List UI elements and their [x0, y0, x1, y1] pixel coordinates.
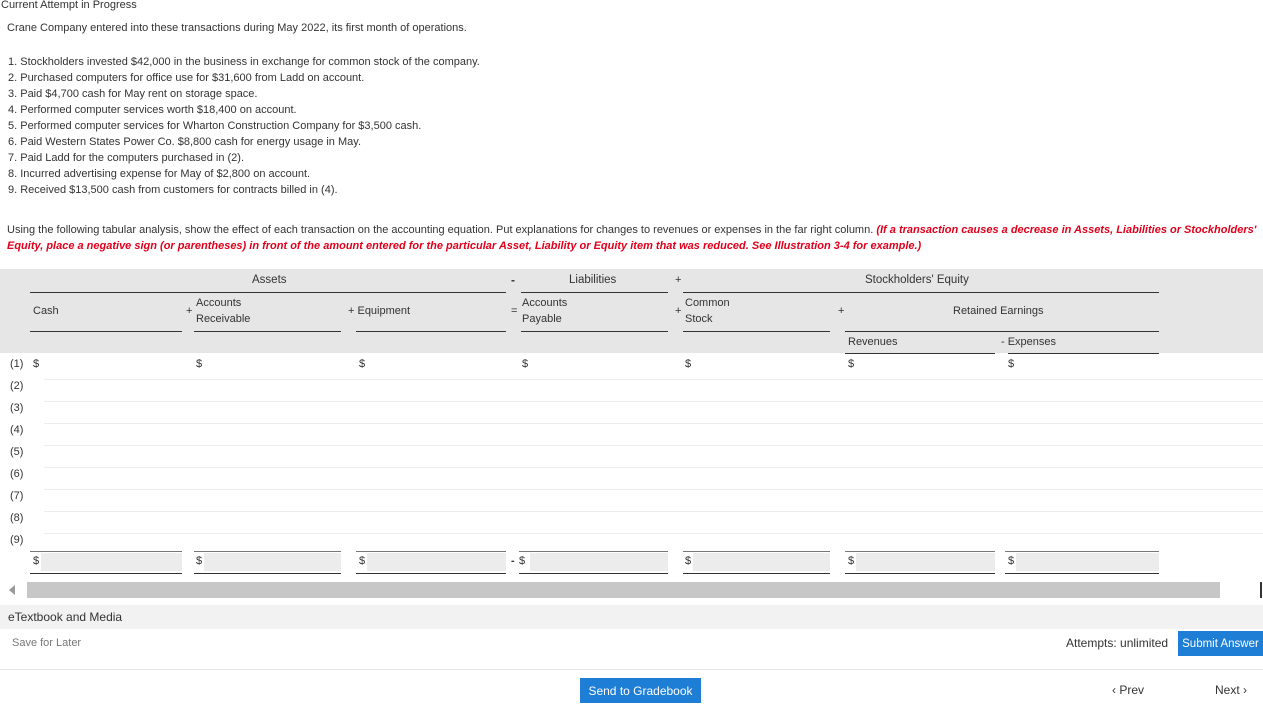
equipment-input-row-5[interactable]: [370, 448, 504, 466]
common-stock-total-input[interactable]: [693, 553, 830, 571]
column-rule: [845, 353, 995, 354]
revenues-input-row-3[interactable]: [858, 404, 994, 422]
row-label: (1): [10, 358, 24, 370]
attempts-label: Attempts: unlimited: [1066, 636, 1169, 650]
liabilities-rule: [521, 292, 668, 293]
instructions: [7, 222, 1263, 254]
explanation-input-row-7[interactable]: [1168, 492, 1263, 510]
currency-symbol: $: [1008, 555, 1015, 567]
column-rule: [1008, 353, 1159, 354]
accounts-receivable-header-2: Receivable: [196, 313, 251, 325]
currency-symbol: $: [359, 358, 366, 370]
cash-input-row-1[interactable]: [44, 360, 180, 378]
expenses-input-row-4[interactable]: [1019, 426, 1159, 444]
accounts-payable-input-row-7[interactable]: [533, 492, 667, 510]
common-stock-input-row-4[interactable]: [696, 426, 830, 444]
save-for-later-link[interactable]: Save for Later: [12, 637, 82, 649]
accounts-payable-input-row-3[interactable]: [533, 404, 667, 422]
accounts-payable-header-1: Accounts: [522, 297, 568, 309]
row-label: (7): [10, 490, 24, 502]
common-stock-input-row-1[interactable]: [696, 360, 830, 378]
revenues-input-row-5[interactable]: [858, 448, 994, 466]
expenses-input-row-8[interactable]: [1019, 514, 1159, 532]
explanation-input-row-2[interactable]: [1168, 382, 1263, 400]
accounts-receivable-input-row-6[interactable]: [207, 470, 341, 488]
expenses-input-row-7[interactable]: [1019, 492, 1159, 510]
horizontal-scrollbar[interactable]: [27, 582, 1220, 598]
common-stock-input-row-5[interactable]: [696, 448, 830, 466]
instructions-note: (If a transaction causes a decrease in Assets, Liabilities or Stockholders' Equity, place a negative sign (or parentheses) in front of the amount entered for the particular Asset, Liability or Equity item that was reduced. See Illustration 3-4 for example.): [7, 224, 1257, 252]
common-stock-input-row-6[interactable]: [696, 470, 830, 488]
accounts-payable-input-row-1[interactable]: [533, 360, 667, 378]
minus-operator: -: [511, 273, 515, 287]
equipment-input-row-7[interactable]: [370, 492, 504, 510]
expenses-input-row-5[interactable]: [1019, 448, 1159, 466]
explanation-input-row-4[interactable]: [1168, 426, 1263, 444]
currency-symbol: $: [848, 555, 855, 567]
currency-symbol: $: [522, 358, 529, 370]
transaction-5: 5. Performed computer services for Wharton Construction Company for $3,500 cash.: [8, 120, 422, 132]
plus-operator: +: [838, 305, 845, 317]
column-rule: [845, 331, 1159, 332]
row-line: [44, 379, 1263, 380]
total-rule: [845, 551, 995, 552]
plus-operator: +: [675, 305, 682, 317]
accounts-payable-input-row-4[interactable]: [533, 426, 667, 444]
expenses-header: - Expenses: [1001, 336, 1057, 348]
common-stock-header-1: Common: [685, 297, 730, 309]
column-rule: [521, 331, 668, 332]
total-rule: [30, 551, 182, 552]
row-line: [44, 489, 1263, 490]
currency-symbol: $: [685, 358, 692, 370]
explanation-input-row-3[interactable]: [1168, 404, 1263, 422]
explanation-input-row-8[interactable]: [1168, 514, 1263, 532]
equipment-input-row-3[interactable]: [370, 404, 504, 422]
currency-symbol: $: [196, 358, 203, 370]
equipment-input-row-4[interactable]: [370, 426, 504, 444]
row-line: [44, 467, 1263, 468]
explanation-input-row-1[interactable]: [1168, 360, 1263, 378]
accounts-receivable-total-input[interactable]: [204, 553, 341, 571]
common-stock-input-row-2[interactable]: [696, 382, 830, 400]
transaction-6: 6. Paid Western States Power Co. $8,800 cash for energy usage in May.: [8, 136, 362, 148]
row-line: [44, 533, 1263, 534]
equipment-input-row-1[interactable]: [370, 360, 504, 378]
revenues-input-row-7[interactable]: [858, 492, 994, 510]
currency-symbol: $: [359, 555, 366, 567]
row-line: [44, 423, 1263, 424]
row-line: [44, 445, 1263, 446]
accounts-receivable-header-1: Accounts: [196, 297, 242, 309]
liabilities-group-label: Liabilities: [569, 274, 617, 286]
column-rule: [194, 331, 341, 332]
submit-answer-button[interactable]: Submit Answer: [1178, 631, 1263, 656]
expenses-input-row-3[interactable]: [1019, 404, 1159, 422]
equipment-input-row-2[interactable]: [370, 382, 504, 400]
equity-rule: [683, 292, 1159, 293]
revenues-total-input[interactable]: [856, 553, 995, 571]
row-label: (4): [10, 424, 24, 436]
row-label: (8): [10, 512, 24, 524]
row-label: (3): [10, 402, 24, 414]
explanation-input-row-5[interactable]: [1168, 448, 1263, 466]
row-line: [44, 511, 1263, 512]
total-rule: [683, 573, 830, 574]
accounts-payable-input-row-8[interactable]: [533, 514, 667, 532]
plus-operator: +: [675, 274, 682, 286]
cash-total-input[interactable]: [41, 553, 182, 571]
cash-input-row-6[interactable]: [44, 470, 180, 488]
cash-input-row-3[interactable]: [44, 404, 180, 422]
row-label: (9): [10, 534, 24, 546]
cash-input-row-2[interactable]: [44, 382, 180, 400]
currency-symbol: $: [848, 358, 855, 370]
total-rule: [30, 573, 182, 574]
instructions-text: Using the following tabular analysis, show the effect of each transaction on the accounting equation. Put explanations for changes to revenues or expenses in the far right column.: [7, 224, 877, 236]
equipment-input-row-8[interactable]: [370, 514, 504, 532]
attempt-status: Current Attempt in Progress: [1, 0, 137, 11]
column-rule: [30, 331, 182, 332]
transaction-9: 9. Received $13,500 cash from customers for contracts billed in (4).: [8, 184, 338, 196]
common-stock-header-2: Stock: [685, 313, 713, 325]
next-link[interactable]: Next ›: [1215, 683, 1248, 697]
total-rule: [519, 573, 668, 574]
expenses-input-row-1[interactable]: [1019, 360, 1159, 378]
common-stock-input-row-8[interactable]: [696, 514, 830, 532]
send-to-gradebook-button[interactable]: Send to Gradebook: [580, 678, 701, 703]
currency-symbol: $: [33, 358, 40, 370]
currency-symbol: $: [1008, 358, 1015, 370]
expenses-input-row-6[interactable]: [1019, 470, 1159, 488]
accounts-receivable-input-row-4[interactable]: [207, 426, 341, 444]
currency-symbol: $: [685, 555, 692, 567]
cash-input-row-8[interactable]: [44, 514, 180, 532]
accounts-receivable-input-row-7[interactable]: [207, 492, 341, 510]
revenues-input-row-8[interactable]: [858, 514, 994, 532]
footer-divider: [0, 669, 1263, 670]
accounts-receivable-input-row-2[interactable]: [207, 382, 341, 400]
accounts-payable-input-row-6[interactable]: [533, 470, 667, 488]
total-rule: [519, 551, 668, 552]
prev-link[interactable]: ‹ Prev: [1112, 683, 1145, 697]
equipment-total-input[interactable]: [367, 553, 506, 571]
etextbook-link[interactable]: eTextbook and Media: [8, 610, 123, 624]
assets-group-label: Assets: [252, 274, 287, 286]
total-rule: [1005, 573, 1159, 574]
total-rule: [194, 573, 341, 574]
revenues-input-row-6[interactable]: [858, 470, 994, 488]
etextbook-bar[interactable]: [0, 605, 1263, 629]
total-rule: [356, 573, 506, 574]
row-label: (6): [10, 468, 24, 480]
common-stock-input-row-3[interactable]: [696, 404, 830, 422]
assets-rule: [30, 292, 506, 293]
accounts-receivable-input-row-5[interactable]: [207, 448, 341, 466]
accounts-payable-input-row-2[interactable]: [533, 382, 667, 400]
scrollbar-end: [1260, 582, 1262, 598]
transaction-8: 8. Incurred advertising expense for May of $2,800 on account.: [8, 168, 311, 180]
accounts-receivable-input-row-3[interactable]: [207, 404, 341, 422]
transaction-3: 3. Paid $4,700 cash for May rent on storage space.: [8, 88, 258, 100]
transaction-1: 1. Stockholders invested $42,000 in the business in exchange for common stock of the company.: [8, 56, 480, 68]
revenues-input-row-1[interactable]: [858, 360, 994, 378]
equipment-input-row-6[interactable]: [370, 470, 504, 488]
equity-group-label: Stockholders' Equity: [865, 274, 969, 286]
cash-input-row-7[interactable]: [44, 492, 180, 510]
transaction-4: 4. Performed computer services worth $18,400 on account.: [8, 104, 297, 116]
revenues-input-row-4[interactable]: [858, 426, 994, 444]
row-label: (5): [10, 446, 24, 458]
expenses-input-row-2[interactable]: [1019, 382, 1159, 400]
currency-symbol: $: [519, 555, 526, 567]
total-rule: [683, 551, 830, 552]
retained-earnings-header: Retained Earnings: [953, 305, 1044, 317]
cash-input-row-5[interactable]: [44, 448, 180, 466]
problem-intro: Crane Company entered into these transactions during May 2022, its first month of operations.: [7, 22, 467, 34]
minus-operator: -: [511, 555, 515, 567]
total-rule: [356, 551, 506, 552]
transaction-2: 2. Purchased computers for office use for $31,600 from Ladd on account.: [8, 72, 365, 84]
currency-symbol: $: [196, 555, 203, 567]
accounts-receivable-input-row-8[interactable]: [207, 514, 341, 532]
expenses-total-input[interactable]: [1016, 553, 1159, 571]
transaction-7: 7. Paid Ladd for the computers purchased in (2).: [8, 152, 245, 164]
explanation-input-row-6[interactable]: [1168, 470, 1263, 488]
accounts-payable-input-row-5[interactable]: [533, 448, 667, 466]
total-rule: [194, 551, 341, 552]
row-line: [44, 401, 1263, 402]
plus-operator: +: [186, 305, 193, 317]
accounts-receivable-input-row-1[interactable]: [207, 360, 341, 378]
revenues-header: Revenues: [848, 336, 898, 348]
column-rule: [356, 331, 506, 332]
common-stock-input-row-7[interactable]: [696, 492, 830, 510]
revenues-input-row-2[interactable]: [858, 382, 994, 400]
scroll-left-arrow-icon[interactable]: [9, 585, 15, 595]
row-label: (2): [10, 380, 24, 392]
cash-input-row-4[interactable]: [44, 426, 180, 444]
explanation-input-row-9[interactable]: [1168, 536, 1263, 554]
accounts-payable-header-2: Payable: [522, 313, 562, 325]
cash-column-header: Cash: [33, 305, 59, 317]
column-rule: [683, 331, 830, 332]
equipment-column-header: + Equipment: [348, 305, 411, 317]
total-rule: [845, 573, 995, 574]
equals-operator: =: [511, 305, 518, 317]
total-rule: [1005, 551, 1159, 552]
accounts-payable-total-input[interactable]: [530, 553, 668, 571]
currency-symbol: $: [33, 555, 40, 567]
transaction-list: [8, 54, 480, 198]
